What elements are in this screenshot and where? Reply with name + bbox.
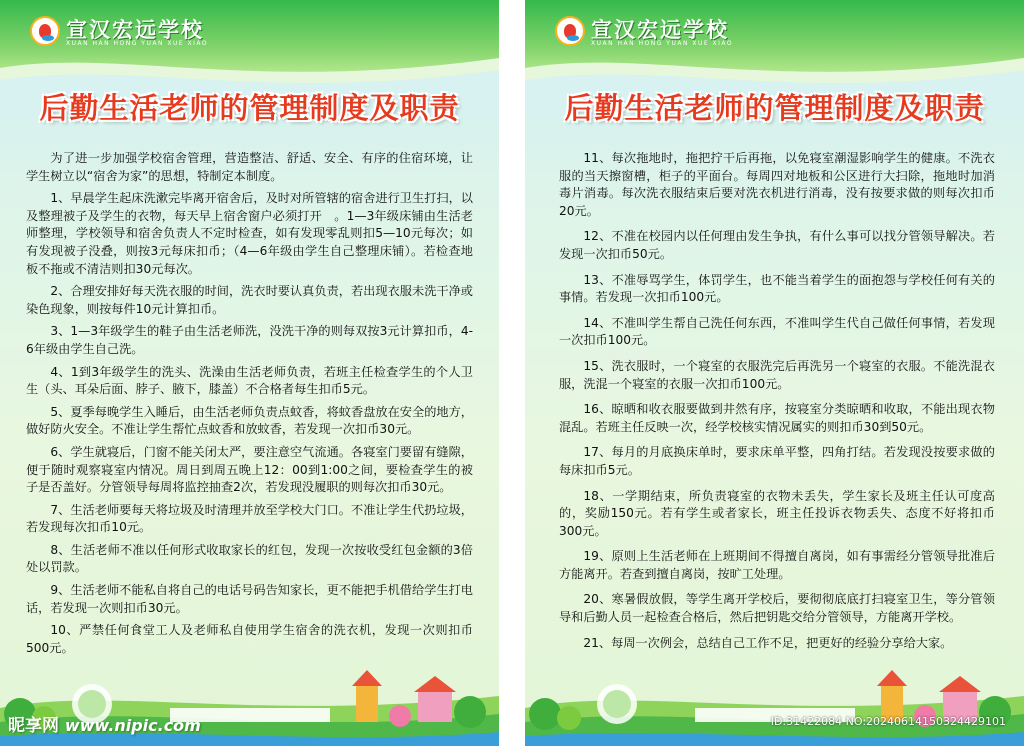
- paragraph: 为了进一步加强学校宿舍管理，营造整洁、舒适、安全、有序的住宿环境，让学生树立以“宿舍为家”的思想，特制定本制度。: [26, 151, 473, 183]
- paragraph: 18、一学期结束，所负责寝室的衣物未丢失，学生家长及班主任认可度高的，奖励150元。若有学生或者家长，班主任投诉衣物丢失、态度不好将扣币300元。: [559, 488, 995, 538]
- paragraph: 21、每周一次例会，总结自己工作不足，把更好的经验分享给大家。: [583, 635, 953, 650]
- paragraph: 3、1—3年级学生的鞋子由生活老师洗，没洗干净的则每双按3元计算扣币，4-6年级由学生自己洗。: [26, 324, 473, 356]
- watermark-brand: [8, 711, 201, 736]
- footer-landscape: [525, 656, 1024, 746]
- paragraph: 14、不准叫学生帮自己洗任何东西，不准叫学生代自己做任何事情，若发现一次扣币100元。: [559, 315, 995, 348]
- school-logo-icon: [30, 16, 60, 46]
- paragraph: 19、原则上生活老师在上班期间不得擅自离岗，如有事需经分管领导批准后方能离开。若查到擅自离岗，按旷工处理。: [559, 549, 995, 581]
- paragraph: 15、洗衣服时，一个寝室的衣服洗完后再洗另一个寝室的衣服。不能洗混衣服，洗混一个寝室的衣服一次扣币100元。: [559, 358, 995, 391]
- poster-gutter: [499, 0, 525, 746]
- paragraph: 1、早晨学生起床洗漱完毕离开宿舍后，及时对所管辖的宿舍进行卫生打扫，以及整理被子及学生的衣物，每天早上宿舍窗户必须打开 。1—3年级床铺由生活老师整理，学校领导和宿舍负责人不定时检查，如有发现零乱则扣5—10元每次；如有发现被子没叠，则按3元每床扣币；（4—6年级由学生自己整理床铺）。若检查地板不拖或不清洁则扣30元每次。: [26, 191, 473, 276]
- page-title: 后勤生活老师的管理制度及职责: [39, 91, 460, 125]
- school-name: 宣汉宏远学校: [66, 17, 204, 42]
- poster-right: [525, 0, 1024, 746]
- paragraph: 20、寒暑假放假，等学生离开学校后，要彻彻底底打扫寝室卫生，等分管领导和后勤人员一起检查合格后，然后把钥匙交给分管领导，方能离开学校。: [559, 592, 995, 625]
- paragraph: 4、1到3年级学生的洗头、洗澡由生活老师负责，若班主任检查学生的个人卫生（头、耳朵后面、脖子、腋下，膝盖）不合格者每生扣币5元。: [26, 364, 473, 397]
- paragraph: 7、生活老师要每天将垃圾及时清理并放至学校大门口。不准让学生代扔垃圾，若发现每次扣币10元。: [26, 502, 473, 535]
- school-logo-icon: [555, 16, 585, 46]
- paragraph: 6、学生就寝后，门窗不能关闭太严，要注意空气流通。各寝室门要留有缝隙，便于随时观察寝室内情况。周日到周五晚上12：00到1:00之间，要检查学生的被子是否盖好。分管领导每周将监控抽查2次，若发现没履职的则每次扣币30元。: [26, 444, 473, 495]
- school-name: 宣汉宏远学校: [591, 17, 729, 42]
- paragraph: 16、晾晒和收衣服要做到井然有序，按寝室分类晾晒和收取，不能出现衣物混乱。若班主任反映一次，经学校核实情况属实的则扣币30到50元。: [559, 402, 995, 434]
- paragraph: 2、合理安排好每天洗衣服的时间，洗衣时要认真负责，若出现衣服未洗干净或染色现象，则按每件10元计算扣币。: [26, 284, 473, 316]
- watermark-brand-text: 昵享网: [8, 716, 59, 736]
- paragraph: 8、生活老师不准以任何形式收取家长的红包，发现一次按收受红包金额的3倍处以罚款。: [26, 542, 473, 575]
- paragraph: 13、不准辱骂学生，体罚学生，也不能当着学生的面抱怨与学校任何有关的事情。若发现一次扣币100元。: [559, 272, 995, 305]
- image-id-stamp: ID:31422084 NO:20240614150324429101: [770, 715, 1006, 728]
- watermark-url: www.nipic.com: [64, 716, 201, 735]
- paragraph: 5、夏季每晚学生入睡后，由生活老师负责点蚊香，将蚊香盘放在安全的地方，做好防火安全。不准让学生帮忙点蚊香和放蚊香，若发现一次扣币30元。: [26, 404, 473, 437]
- school-pinyin: XUAN HAN HONG YUAN XUE XIAO: [66, 40, 209, 47]
- paragraph: 11、每次拖地时，拖把拧干后再拖，以免寝室潮湿影响学生的健康。不洗衣服的当天擦窗槽，柜子的平面台。每周四对地板和公区进行大扫除，拖地时加消毒片消毒。每次洗衣服结束后要对洗衣机进行消毒，没有按要求做的则每次扣币20元。: [559, 151, 995, 218]
- paragraph: 10、严禁任何食堂工人及老师私自使用学生宿舍的洗衣机，发现一次则扣币500元。: [26, 623, 473, 655]
- rules-text-right: [559, 150, 995, 660]
- paragraph: 9、生活老师不能私自将自己的电话号码告知家长，更不能把手机借给学生打电话，若发现一次则扣币30元。: [26, 583, 473, 615]
- paragraph: 12、不准在校园内以任何理由发生争执，有什么事可以找分管领导解决。若发现一次扣币50元。: [559, 229, 995, 261]
- rules-text-left: [26, 150, 473, 662]
- school-pinyin: XUAN HAN HONG YUAN XUE XIAO: [591, 40, 734, 47]
- poster-left: [0, 0, 499, 746]
- page-title: 后勤生活老师的管理制度及职责: [564, 91, 985, 125]
- paragraph: 17、每月的月底换床单时，要求床单平整，四角打结。若发现没按要求做的每床扣币5元。: [559, 445, 995, 477]
